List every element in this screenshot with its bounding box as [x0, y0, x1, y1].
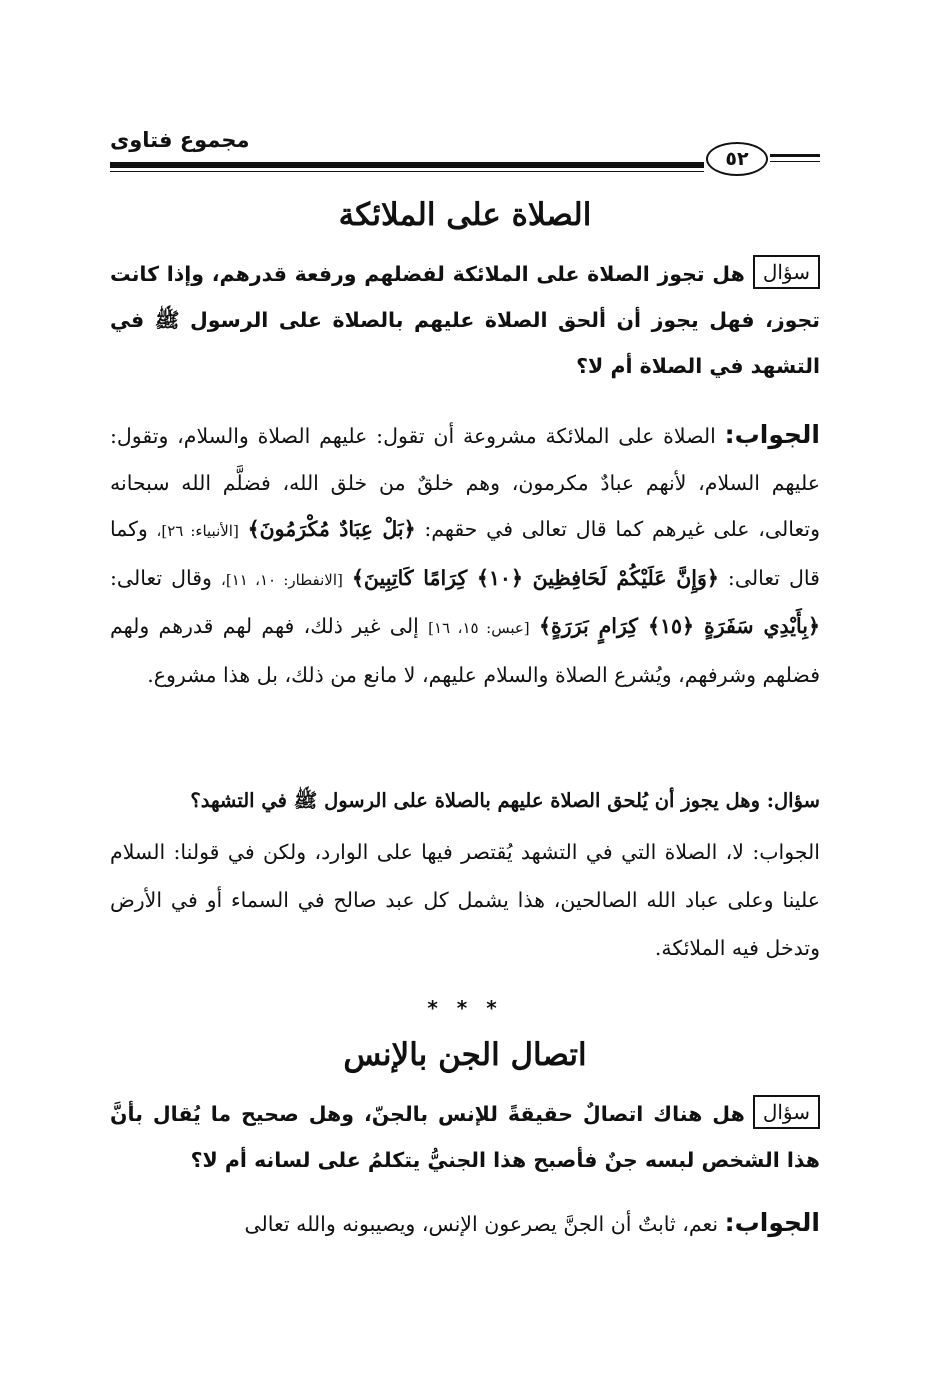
quran-verse: ﴿بِأَيْدِي سَفَرَةٍ ﴿١٥﴾ كِرَامٍ بَرَرَةٍ﴾ [538, 614, 820, 638]
verse-reference: [الانفطار: ١٠، ١١]، [220, 570, 343, 589]
question-text: هل هناك اتصالٌ حقيقةً للإنس بالجنّ، وهل صحيح ما يُقال بأنَّ هذا الشخص لبسه جنٌ فأصبح هذا الجنيُّ يتكلمُ على لسانه أم لا؟ [110, 1102, 820, 1172]
question-label: سؤال [753, 1095, 820, 1129]
section-title: الصلاة على الملائكة [338, 197, 592, 233]
question-paragraph [110, 1091, 820, 1183]
answer-text: نعم، ثابتٌ أن الجنَّ يصرعون الإنس، ويصيبونه والله تعالى [244, 1212, 719, 1236]
question-label: سؤال [753, 255, 820, 289]
answer-text: وقال تعالى: [110, 565, 212, 590]
running-header [110, 120, 820, 182]
page-number: ٥٢ [706, 142, 768, 176]
quran-verse: ﴿وَإِنَّ عَلَيْكُمْ لَحَافِظِينَ ﴿١٠﴾ كِرَامًا كَاتِبِينَ﴾ [351, 565, 719, 590]
book-title: مجموع فتاوى [110, 128, 250, 152]
quran-verse: ﴿بَلْ عِبَادٌ مُكْرَمُونَ﴾ [247, 517, 416, 541]
header-rule [110, 162, 704, 172]
answer-text: الصلاة على الملائكة مشروعة أن تقول: عليهم الصلاة والسلام، وتقول: عليهم السلام، لأنهم عبادٌ مكرمون، وهم خلقٌ من خلق الله، فضلَّم الله سبحانه وتعالى، على غيرهم كما قال تعالى في حقهم: [110, 424, 820, 541]
verse-reference: [عبس: ١٥، ١٦] [428, 619, 530, 637]
answer-text: وكما قال تعالى: [110, 517, 820, 590]
header-rule-short [770, 154, 820, 162]
answer-paragraph [110, 412, 820, 698]
followup-answer: الجواب: لا، الصلاة التي في التشهد يُقتصر فيها على الوارد، ولكن في قولنا: السلام علينا وعلى عباد الله الصالحين، هذا يشمل كل عبد صالح في السماء أو في الأرض وتدخل فيه الملائكة. [110, 840, 820, 960]
question-text: هل تجوز الصلاة على الملائكة لفضلهم ورفعة قدرهم، وإذا كانت تجوز، فهل يجوز أن ألحق الصلاة عليهم بالصلاة على الرسول ﷺ في التشهد في الصلاة أم لا؟ [110, 262, 820, 378]
verse-reference: [الأنبياء: ٢٦]، [156, 522, 239, 540]
answer-label: الجواب: [724, 420, 820, 449]
section-separator: * * * [427, 996, 503, 1020]
answer-label: الجواب: [724, 1208, 820, 1237]
question-paragraph [110, 251, 820, 389]
answer-paragraph [110, 1200, 820, 1248]
followup-question: سؤال: وهل يجوز أن يُلحق الصلاة عليهم بالصلاة على الرسول ﷺ في التشهد؟ [190, 789, 820, 812]
book-page [110, 120, 820, 1360]
answer-text: إلى غير ذلك، فهم لهم قدرهم ولهم فضلهم وشرفهم، ويُشرع الصلاة والسلام عليهم، لا مانع من ذلك، بل هذا مشروع. [110, 614, 820, 687]
section-title: اتصال الجن بالإنس [343, 1037, 587, 1073]
